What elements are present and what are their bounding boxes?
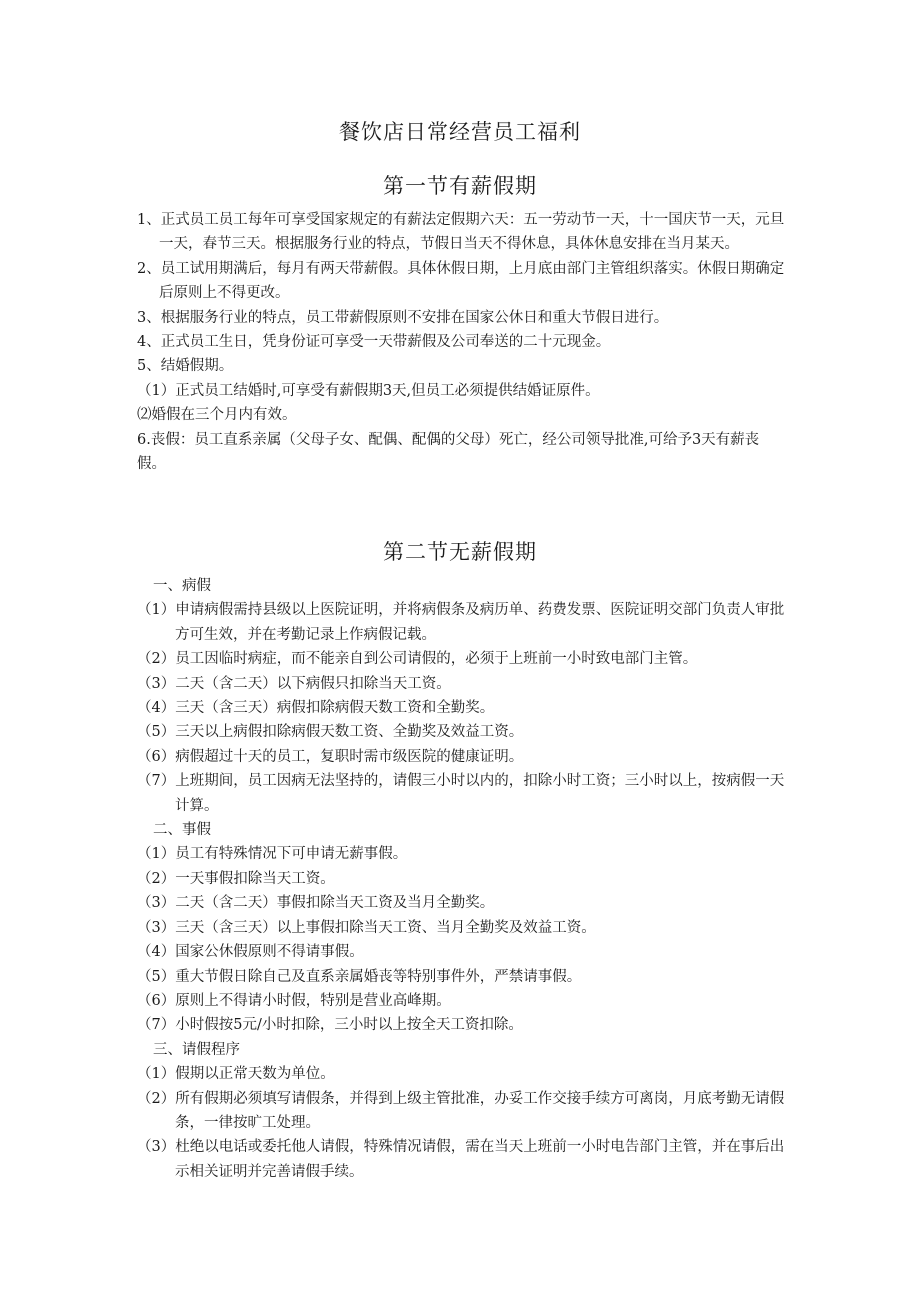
document-title: 餐饮店日常经营员工福利 bbox=[339, 120, 581, 144]
sick-leave-item-1: （1）申请病假需持县级以上医院证明，并将病假条及病历单、药费发票、医院证明交部门负责人审批方可生效，并在考勤记录上作病假记载。 bbox=[137, 602, 785, 643]
paid-leave-item-2: 2、员工试用期满后，每月有两天带薪假。具体休假日期，上月底由部门主管组织落实。休假日期确定后原则上不得更改。 bbox=[137, 260, 785, 302]
section-1-body bbox=[137, 208, 787, 476]
personal-leave-item-8: （7）小时假按5元/小时扣除，三小时以上按全天工资扣除。 bbox=[137, 1017, 523, 1034]
sick-leave-item-5: （5）三天以上病假扣除病假天数工资、全勤奖及效益工资。 bbox=[137, 724, 524, 741]
paid-leave-item-5: 5、结婚假期。 bbox=[137, 358, 234, 375]
leave-procedure-item-2: （2）所有假期必须填写请假条，并得到上级主管批准，办妥工作交接手续方可离岗，月底考勤无请假条，一律按旷工处理。 bbox=[137, 1090, 785, 1131]
paid-leave-item-4: 4、正式员工生日，凭身份证可享受一天带薪假及公司奉送的二十元现金。 bbox=[137, 334, 611, 351]
sick-leave-item-7: （7）上班期间，员工因病无法坚持的，请假三小时以内的，扣除小时工资；三小时以上，按病假一天计算。 bbox=[137, 773, 785, 814]
leave-procedure-heading: 三、请假程序 bbox=[153, 1041, 240, 1058]
section-2-body bbox=[137, 574, 787, 1184]
leave-procedure-item-1: （1）假期以正常天数为单位。 bbox=[137, 1066, 335, 1083]
section-2-heading: 第二节无薪假期 bbox=[383, 540, 537, 564]
paid-leave-item-5-sub-2: ⑵婚假在三个月内有效。 bbox=[137, 407, 297, 424]
sick-leave-item-6: （6）病假超过十天的员工，复职时需市级医院的健康证明。 bbox=[137, 748, 524, 765]
personal-leave-item-5: （4）国家公休假原则不得请事假。 bbox=[137, 944, 364, 961]
sick-leave-item-3: （3）二天（含二天）以下病假只扣除当天工资。 bbox=[137, 675, 451, 692]
section-1-heading: 第一节有薪假期 bbox=[383, 174, 537, 198]
sick-leave-item-4: （4）三天（含三天）病假扣除病假天数工资和全勤奖。 bbox=[137, 700, 495, 717]
leave-procedure-item-3: （3）杜绝以电话或委托他人请假，特殊情况请假，需在当天上班前一小时电告部门主管，并在事后出示相关证明并完善请假手续。 bbox=[137, 1139, 785, 1180]
personal-leave-item-6: （5）重大节假日除自己及直系亲属婚丧等特别事件外，严禁请事假。 bbox=[137, 968, 582, 985]
personal-leave-heading: 二、事假 bbox=[153, 822, 211, 839]
sick-leave-item-2: （2）员工因临时病症，而不能亲自到公司请假的，必须于上班前一小时致电部门主管。 bbox=[137, 651, 698, 668]
paid-leave-item-6: 6.丧假：员工直系亲属（父母子女、配偶、配偶的父母）死亡，经公司领导批准,可给予3天有薪丧假。 bbox=[137, 431, 760, 473]
personal-leave-item-1: （1）员工有特殊情况下可申请无薪事假。 bbox=[137, 846, 408, 863]
sick-leave-heading: 一、病假 bbox=[153, 578, 211, 594]
personal-leave-item-7: （6）原则上不得请小时假，特别是营业高峰期。 bbox=[137, 992, 451, 1009]
personal-leave-item-2: （2）一天事假扣除当天工资。 bbox=[137, 870, 335, 887]
personal-leave-item-4: （3）三天（含三天）以上事假扣除当天工资、当月全勤奖及效益工资。 bbox=[137, 919, 596, 936]
paid-leave-item-3: 3、根据服务行业的特点，员工带薪假原则不安排在国家公休日和重大节假日进行。 bbox=[137, 309, 669, 326]
paid-leave-item-1: 1、正式员工员工每年可享受国家规定的有薪法定假期六天：五一劳动节一天，十一国庆节一天，元旦一天，春节三天。根据服务行业的特点，节假日当天不得休息，具体休息安排在当月某天。 bbox=[137, 212, 785, 253]
paid-leave-item-5-sub-1: （1）正式员工结婚时,可享受有薪假期3天,但员工必须提供结婚证原件。 bbox=[137, 382, 600, 399]
personal-leave-item-3: （3）二天（含二天）事假扣除当天工资及当月全勤奖。 bbox=[137, 895, 495, 912]
